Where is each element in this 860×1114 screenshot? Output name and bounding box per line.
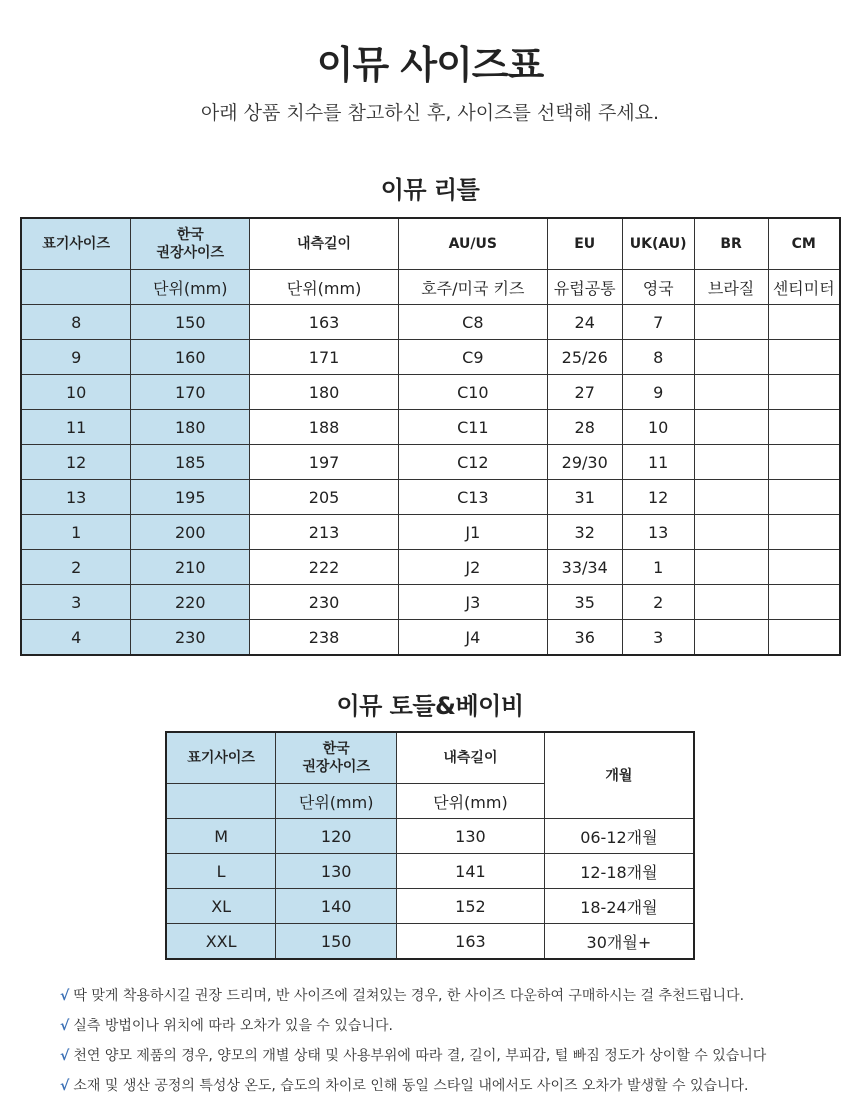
header-row (166, 732, 694, 784)
table-cell: 197 (250, 445, 399, 480)
table-cell (694, 445, 768, 480)
column-header: 내측길이 (397, 732, 545, 784)
table-cell: 28 (547, 410, 622, 445)
table-cell: 29/30 (547, 445, 622, 480)
table-cell: 4 (21, 620, 131, 656)
table-cell (694, 340, 768, 375)
table-cell: 120 (276, 819, 397, 854)
table-row (21, 340, 840, 375)
table-cell: XXL (166, 924, 276, 960)
unit-cell (166, 784, 276, 819)
table-cell: 150 (276, 924, 397, 960)
table-cell (768, 515, 840, 550)
table-cell (768, 375, 840, 410)
table-cell: L (166, 854, 276, 889)
table-cell: 3 (21, 585, 131, 620)
table-row (21, 410, 840, 445)
column-header: EU (547, 218, 622, 270)
table-cell: 27 (547, 375, 622, 410)
unit-cell: 센티미터 (768, 270, 840, 305)
table-cell: 3 (622, 620, 694, 656)
table-cell: C10 (398, 375, 547, 410)
table-cell: 230 (131, 620, 250, 656)
table-cell: 7 (622, 305, 694, 340)
table-cell: 9 (622, 375, 694, 410)
little-heading: 이뮤 리틀 (380, 176, 480, 204)
unit-cell: 단위(mm) (276, 784, 397, 819)
note-text: 실측 방법이나 위치에 따라 오차가 있을 수 있습니다. (73, 1018, 393, 1034)
column-header: BR (694, 218, 768, 270)
table-cell: 06-12개월 (544, 819, 694, 854)
table-cell: C8 (398, 305, 547, 340)
header-row (21, 218, 840, 270)
table-cell: 25/26 (547, 340, 622, 375)
table-cell: 8 (622, 340, 694, 375)
table-cell (768, 620, 840, 656)
table-cell (694, 515, 768, 550)
note-text: 천연 양모 제품의 경우, 양모의 개별 상태 및 사용부위에 따라 결, 길이, 부피감, 털 빠짐 정도가 상이할 수 있습니다 (73, 1048, 767, 1064)
table-cell: 205 (250, 480, 399, 515)
table-cell: 11 (622, 445, 694, 480)
table-cell: 32 (547, 515, 622, 550)
table-cell: 1 (622, 550, 694, 585)
table-cell: 163 (397, 924, 545, 960)
table-cell: C11 (398, 410, 547, 445)
table-cell: 163 (250, 305, 399, 340)
table-cell: 35 (547, 585, 622, 620)
notes-list (60, 985, 766, 1105)
table-cell: 2 (622, 585, 694, 620)
table-cell: 12 (21, 445, 131, 480)
table-cell: 130 (276, 854, 397, 889)
table-cell (768, 480, 840, 515)
check-icon: √ (60, 1078, 70, 1094)
table-cell: 238 (250, 620, 399, 656)
unit-cell: 영국 (622, 270, 694, 305)
table-cell: 30개월+ (544, 924, 694, 960)
table-row (166, 924, 694, 960)
column-header: CM (768, 218, 840, 270)
table-cell: 180 (131, 410, 250, 445)
table-row (21, 585, 840, 620)
table-cell: 10 (21, 375, 131, 410)
table-cell: 200 (131, 515, 250, 550)
table-cell: 152 (397, 889, 545, 924)
table-cell: 12-18개월 (544, 854, 694, 889)
table-cell: 9 (21, 340, 131, 375)
table-cell: 141 (397, 854, 545, 889)
table-cell (694, 585, 768, 620)
table-cell: 180 (250, 375, 399, 410)
table-cell: M (166, 819, 276, 854)
column-header: 한국 권장사이즈 (131, 218, 250, 270)
table-cell: C12 (398, 445, 547, 480)
table-cell (768, 410, 840, 445)
table-cell: 171 (250, 340, 399, 375)
table-row (21, 480, 840, 515)
table-cell (694, 375, 768, 410)
unit-cell: 단위(mm) (397, 784, 545, 819)
unit-cell: 브라질 (694, 270, 768, 305)
column-header: AU/US (398, 218, 547, 270)
table-cell: 210 (131, 550, 250, 585)
table-cell: 36 (547, 620, 622, 656)
table-cell: 33/34 (547, 550, 622, 585)
table-row (166, 819, 694, 854)
column-header: 한국 권장사이즈 (276, 732, 397, 784)
table-cell: XL (166, 889, 276, 924)
table-cell: 18-24개월 (544, 889, 694, 924)
table-cell (768, 550, 840, 585)
table-cell (768, 305, 840, 340)
note-item (60, 1075, 766, 1105)
note-item (60, 1015, 766, 1045)
table-cell: 24 (547, 305, 622, 340)
column-header: UK(AU) (622, 218, 694, 270)
check-icon: √ (60, 988, 70, 1004)
table-cell: 8 (21, 305, 131, 340)
table-cell: 160 (131, 340, 250, 375)
table-row (21, 305, 840, 340)
table-cell: C9 (398, 340, 547, 375)
table-row (21, 620, 840, 656)
table-cell: 188 (250, 410, 399, 445)
table-cell: C13 (398, 480, 547, 515)
table-cell: 13 (622, 515, 694, 550)
table-cell: J2 (398, 550, 547, 585)
column-header: 내측길이 (250, 218, 399, 270)
check-icon: √ (60, 1018, 70, 1034)
table-cell: J4 (398, 620, 547, 656)
table-cell: 140 (276, 889, 397, 924)
toddler-size-table (165, 731, 695, 960)
page-subtitle: 아래 상품 치수를 참고하신 후, 사이즈를 선택해 주세요. (200, 102, 660, 124)
table-row (166, 889, 694, 924)
table-cell: 10 (622, 410, 694, 445)
unit-cell: 유럽공통 (547, 270, 622, 305)
unit-cell: 호주/미국 키즈 (398, 270, 547, 305)
column-header: 표기사이즈 (166, 732, 276, 784)
table-row (166, 854, 694, 889)
table-cell: 130 (397, 819, 545, 854)
table-cell (694, 480, 768, 515)
table-cell: 31 (547, 480, 622, 515)
table-cell (768, 445, 840, 480)
check-icon: √ (60, 1048, 70, 1064)
unit-cell: 단위(mm) (250, 270, 399, 305)
table-cell: 12 (622, 480, 694, 515)
column-header: 개월 (544, 732, 694, 819)
table-cell: 1 (21, 515, 131, 550)
table-cell: 220 (131, 585, 250, 620)
table-cell (768, 585, 840, 620)
column-header: 표기사이즈 (21, 218, 131, 270)
table-cell: 2 (21, 550, 131, 585)
table-cell: 222 (250, 550, 399, 585)
table-cell: 150 (131, 305, 250, 340)
table-cell: J3 (398, 585, 547, 620)
table-cell (694, 620, 768, 656)
table-cell: 195 (131, 480, 250, 515)
note-item (60, 985, 766, 1015)
unit-cell (21, 270, 131, 305)
note-text: 소재 및 생산 공정의 특성상 온도, 습도의 차이로 인해 동일 스타일 내에서도 사이즈 오차가 발생할 수 있습니다. (73, 1078, 749, 1094)
table-cell: 230 (250, 585, 399, 620)
page-title: 이뮤 사이즈표 (316, 43, 544, 87)
table-row (21, 550, 840, 585)
unit-row (21, 270, 840, 305)
unit-cell: 단위(mm) (131, 270, 250, 305)
table-cell (694, 550, 768, 585)
little-size-table (20, 217, 841, 656)
table-row (21, 445, 840, 480)
table-row (21, 515, 840, 550)
toddler-heading: 이뮤 토들&베이비 (336, 692, 524, 720)
table-cell: 170 (131, 375, 250, 410)
table-cell: 13 (21, 480, 131, 515)
table-cell (694, 305, 768, 340)
table-cell (694, 410, 768, 445)
table-row (21, 375, 840, 410)
table-cell: 185 (131, 445, 250, 480)
table-cell: 213 (250, 515, 399, 550)
table-cell: 11 (21, 410, 131, 445)
table-cell: J1 (398, 515, 547, 550)
note-text: 딱 맞게 착용하시길 권장 드리며, 반 사이즈에 걸쳐있는 경우, 한 사이즈 다운하여 구매하시는 걸 추천드립니다. (73, 988, 745, 1004)
table-cell (768, 340, 840, 375)
note-item (60, 1045, 766, 1075)
